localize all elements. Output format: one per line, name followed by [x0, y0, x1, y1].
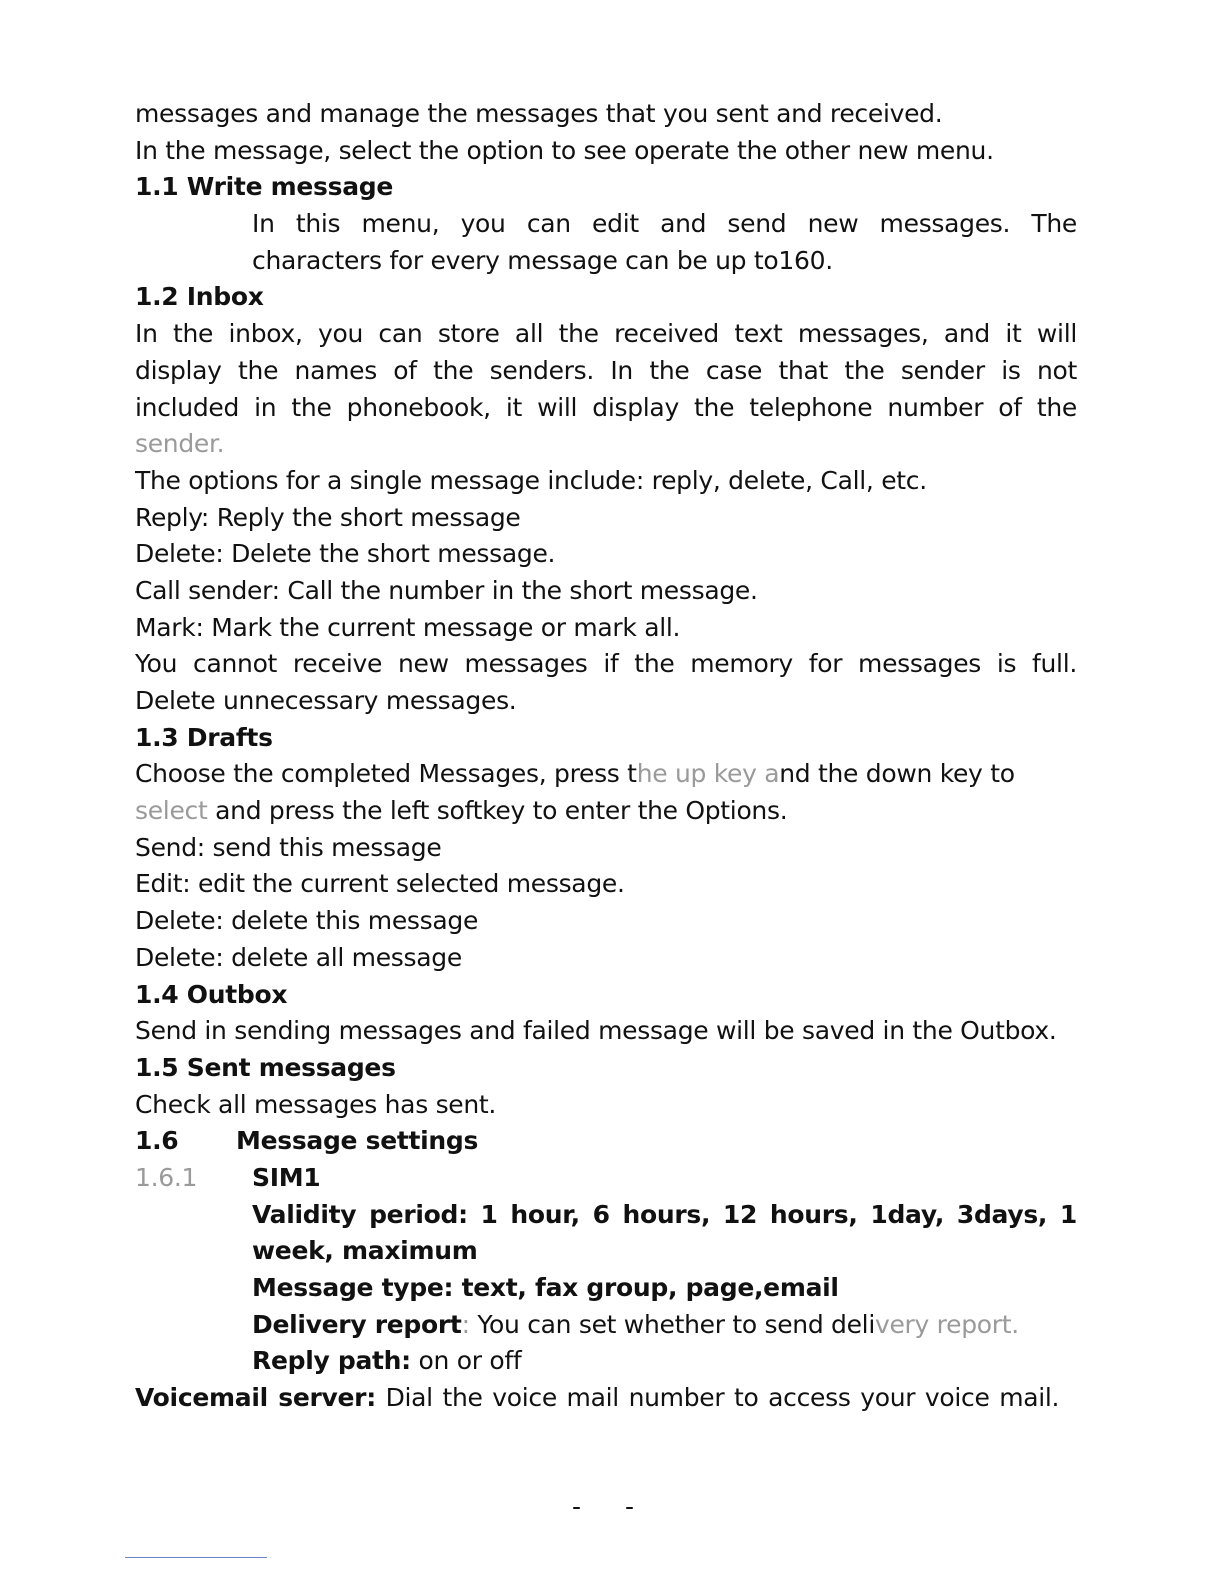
inbox-full-line-2: Delete unnecessary messages. [135, 686, 517, 715]
intro-line-2: In the message, select the option to see operate the other new menu. [135, 135, 994, 165]
message-type: Message type: text, fax group, page,email [252, 1273, 839, 1302]
heading-drafts: 1.3 Drafts [135, 722, 273, 752]
delivery-report-text-a: You can set whether to send deli [469, 1309, 875, 1339]
document-page [135, 96, 1077, 1417]
reply-path-label: Reply path: [252, 1346, 411, 1376]
heading-write-message: 1.1 Write message [135, 172, 394, 202]
inbox-mark: Mark: Mark the current message or mark all. [135, 612, 681, 642]
inbox-full-line-1: You cannot receive new messages if the memory for messages is full. [135, 649, 1077, 679]
drafts-line-2b: and press the left softkey to enter the Options. [207, 796, 788, 826]
drafts-line-1a: Choose the completed Messages, press t [135, 759, 637, 789]
intro-line-1: messages and manage the messages that you sent and received. [135, 99, 943, 128]
outbox-line-1: Send in sending messages and failed message will be saved in the Outbox. [135, 1016, 1057, 1046]
reply-path-text: on or off [410, 1346, 522, 1376]
inbox-delete: Delete: Delete the short message. [135, 539, 556, 569]
inbox-call-sender: Call sender: Call the number in the short message. [135, 575, 758, 605]
drafts-delete-all: Delete: delete all message [135, 942, 462, 972]
drafts-send: Send: send this message [135, 832, 442, 862]
drafts-line-2 [135, 793, 1077, 830]
sim1-number: 1.6.1 [135, 1162, 198, 1192]
delivery-report-label: Delivery report [252, 1309, 462, 1339]
heading-sim1 [135, 1160, 1077, 1197]
inbox-line-2: display the names of the senders. In the case that the sender is not [135, 355, 1077, 385]
heading-message-settings [135, 1123, 1077, 1160]
heading-sent-messages: 1.5 Sent messages [135, 1052, 396, 1082]
inbox-options: The options for a single message include: reply, delete, Call, etc. [135, 465, 927, 495]
delivery-report-text-b: very report. [874, 1309, 1019, 1339]
heading-outbox: 1.4 Outbox [135, 979, 288, 1009]
sim1-title: SIM1 [252, 1162, 321, 1192]
validity-line-2: week, maximum [252, 1236, 478, 1266]
heading-inbox: 1.2 Inbox [135, 282, 264, 312]
settings-title: Message settings [236, 1126, 479, 1156]
inbox-reply: Reply: Reply the short message [135, 502, 521, 532]
drafts-delete-one: Delete: delete this message [135, 906, 479, 936]
inbox-line-3: included in the phonebook, it will display the telephone number of the [135, 392, 1077, 422]
drafts-line-1c: nd the down key to [779, 759, 1015, 789]
delivery-report-colon: : [461, 1309, 470, 1339]
drafts-line-2a: select [135, 796, 208, 826]
settings-number: 1.6 [135, 1126, 179, 1156]
page-number-marks: - - [572, 1492, 652, 1521]
write-line-2: characters for every message can be up to160. [252, 245, 833, 275]
voicemail-text: Dial the voice mail number to access your voice mail. [375, 1383, 1060, 1413]
delivery-report [135, 1307, 1077, 1344]
reply-path [135, 1343, 1077, 1380]
write-line-1: In this menu, you can edit and send new messages. The [252, 209, 1077, 239]
drafts-line-1 [135, 756, 1077, 793]
voicemail-server [135, 1380, 1077, 1417]
sent-line-1: Check all messages has sent. [135, 1089, 497, 1119]
drafts-line-1b: he up key a [636, 759, 780, 789]
inbox-line-4: sender. [135, 429, 225, 459]
drafts-edit: Edit: edit the current selected message. [135, 869, 625, 899]
inbox-line-1: In the inbox, you can store all the received text messages, and it will [135, 319, 1077, 349]
footnote-divider [125, 1557, 267, 1558]
voicemail-label: Voicemail server: [135, 1383, 376, 1413]
validity-line-1: Validity period: 1 hour, 6 hours, 12 hours, 1day, 3days, 1 [252, 1199, 1077, 1229]
